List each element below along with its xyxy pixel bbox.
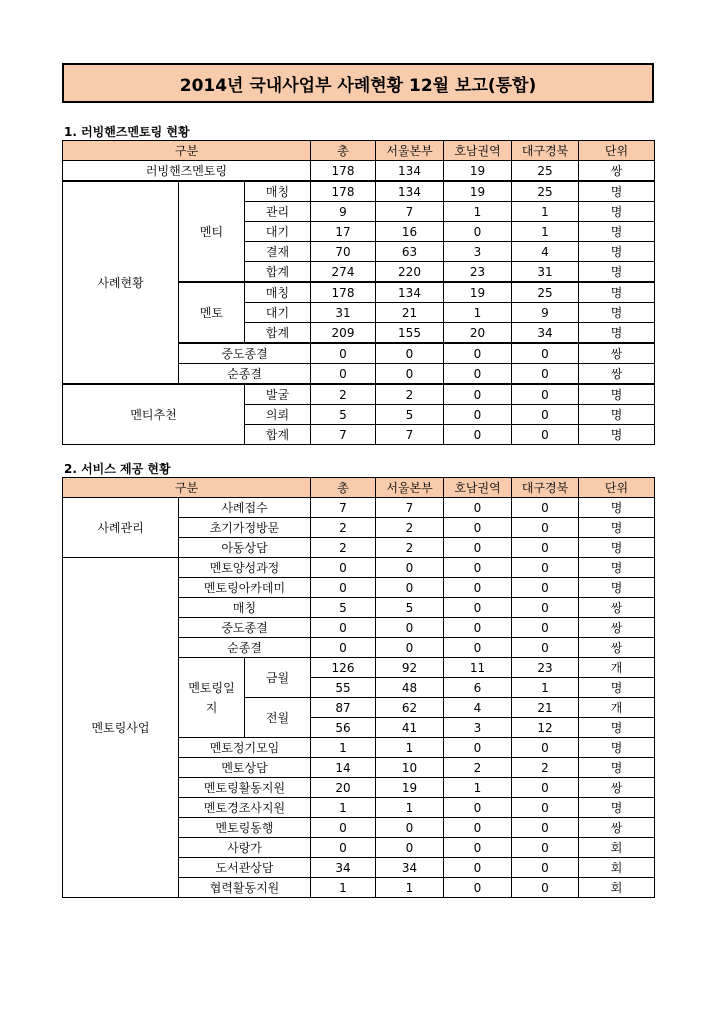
row-label-last-month: 전월 [245,698,311,738]
cell-honam: 0 [444,818,512,838]
cell-unit: 명 [579,758,655,778]
cell-daegu: 1 [512,222,579,242]
cell-total: 17 [311,222,376,242]
cell-unit: 명 [579,498,655,518]
cell-unit: 명 [579,282,655,303]
header-daegu: 대구경북 [512,478,579,498]
cell-total: 1 [311,878,376,898]
cell-daegu: 0 [512,878,579,898]
header-category: 구분 [63,478,311,498]
cell-unit: 명 [579,558,655,578]
cell-seoul: 2 [376,384,444,405]
cell-daegu: 0 [512,578,579,598]
cell-total: 0 [311,578,376,598]
journal-label-line2: 지 [205,700,218,715]
row-label: 아동상담 [179,538,311,558]
cell-honam: 1 [444,303,512,323]
row-label: 관리 [245,202,311,222]
cell-total: 2 [311,518,376,538]
cell-honam: 0 [444,558,512,578]
cell-seoul: 10 [376,758,444,778]
cell-unit: 명 [579,202,655,222]
cell-daegu: 0 [512,638,579,658]
cell-honam: 0 [444,343,512,364]
cell-unit: 쌍 [579,598,655,618]
cell-seoul: 62 [376,698,444,718]
cell-seoul: 1 [376,738,444,758]
cell-honam: 0 [444,738,512,758]
cell-daegu: 9 [512,303,579,323]
cell-daegu: 0 [512,538,579,558]
section1-heading: 1. 러빙핸즈멘토링 현황 [64,125,190,139]
cell-honam: 0 [444,878,512,898]
cell-unit: 명 [579,323,655,344]
cell-honam: 3 [444,718,512,738]
cell-honam: 3 [444,242,512,262]
table-row [63,161,655,182]
cell-total: 126 [311,658,376,678]
cell-honam: 0 [444,618,512,638]
cell-daegu: 0 [512,818,579,838]
header-seoul: 서울본부 [376,478,444,498]
group-label-mentee: 멘티 [179,181,245,282]
row-label: 순종결 [179,364,311,385]
cell-honam: 0 [444,858,512,878]
table-row [63,558,655,578]
header-daegu: 대구경북 [512,141,579,161]
group-label-mentee-recommend: 멘티추천 [63,384,245,445]
cell-honam: 0 [444,518,512,538]
service-status-table [62,477,655,898]
row-label: 멘토상담 [179,758,311,778]
cell-total: 1 [311,738,376,758]
cell-seoul: 0 [376,558,444,578]
cell-total: 274 [311,262,376,283]
cell-total: 56 [311,718,376,738]
cell-daegu: 0 [512,798,579,818]
cell-unit: 회 [579,878,655,898]
cell-daegu: 0 [512,858,579,878]
cell-daegu: 0 [512,343,579,364]
cell-seoul: 7 [376,425,444,445]
cell-daegu: 0 [512,778,579,798]
cell-honam: 0 [444,598,512,618]
cell-daegu: 25 [512,161,579,182]
cell-honam: 11 [444,658,512,678]
cell-seoul: 21 [376,303,444,323]
cell-honam: 0 [444,498,512,518]
cell-total: 0 [311,638,376,658]
cell-daegu: 0 [512,384,579,405]
header-unit: 단위 [579,478,655,498]
cell-seoul: 134 [376,282,444,303]
cell-unit: 명 [579,181,655,202]
row-label: 매칭 [179,598,311,618]
cell-honam: 0 [444,425,512,445]
cell-daegu: 21 [512,698,579,718]
cell-honam: 0 [444,405,512,425]
cell-unit: 쌍 [579,343,655,364]
header-total: 총 [311,141,376,161]
cell-total: 178 [311,181,376,202]
cell-unit: 명 [579,262,655,283]
row-label: 중도종결 [179,618,311,638]
row-label: 매칭 [245,181,311,202]
cell-total: 0 [311,618,376,638]
group-label-case-management: 사례관리 [63,498,179,558]
cell-unit: 명 [579,798,655,818]
cell-total: 0 [311,558,376,578]
cell-daegu: 4 [512,242,579,262]
header-seoul: 서울본부 [376,141,444,161]
row-label: 초기가정방문 [179,518,311,538]
cell-unit: 명 [579,384,655,405]
table-header-row [63,478,655,498]
cell-total: 0 [311,838,376,858]
row-label: 순종결 [179,638,311,658]
cell-seoul: 1 [376,878,444,898]
cell-total: 34 [311,858,376,878]
cell-honam: 0 [444,384,512,405]
cell-seoul: 0 [376,618,444,638]
cell-honam: 0 [444,798,512,818]
cell-seoul: 63 [376,242,444,262]
cell-unit: 쌍 [579,638,655,658]
cell-unit: 명 [579,303,655,323]
cell-total: 7 [311,498,376,518]
cell-unit: 쌍 [579,364,655,385]
row-label: 멘토링아카데미 [179,578,311,598]
cell-daegu: 12 [512,718,579,738]
cell-honam: 0 [444,578,512,598]
cell-honam: 20 [444,323,512,344]
cell-total: 5 [311,598,376,618]
row-label: 협력활동지원 [179,878,311,898]
cell-honam: 6 [444,678,512,698]
row-label: 중도종결 [179,343,311,364]
cell-total: 1 [311,798,376,818]
cell-seoul: 0 [376,638,444,658]
cell-daegu: 25 [512,282,579,303]
cell-total: 70 [311,242,376,262]
cell-honam: 2 [444,758,512,778]
journal-label-line1: 멘토링일 [188,680,235,695]
row-label: 멘토경조사지원 [179,798,311,818]
group-label-case-status: 사례현황 [63,181,179,384]
cell-daegu: 0 [512,405,579,425]
row-label: 사랑가 [179,838,311,858]
cell-honam: 0 [444,638,512,658]
cell-seoul: 134 [376,181,444,202]
mentoring-status-table [62,140,655,445]
cell-unit: 명 [579,718,655,738]
cell-daegu: 0 [512,838,579,858]
header-total: 총 [311,478,376,498]
row-label: 대기 [245,303,311,323]
cell-seoul: 48 [376,678,444,698]
cell-seoul: 16 [376,222,444,242]
cell-unit: 쌍 [579,778,655,798]
group-label-mentor: 멘토 [179,282,245,343]
cell-unit: 회 [579,838,655,858]
cell-unit: 명 [579,678,655,698]
cell-daegu: 0 [512,425,579,445]
header-category: 구분 [63,141,311,161]
cell-daegu: 0 [512,738,579,758]
cell-daegu: 23 [512,658,579,678]
row-label: 합계 [245,262,311,283]
cell-unit: 쌍 [579,818,655,838]
cell-unit: 명 [579,738,655,758]
cell-total: 14 [311,758,376,778]
group-label-mentoring-journal [179,658,245,738]
cell-total: 5 [311,405,376,425]
report-title: 2014년 국내사업부 사례현황 12월 보고(통합) [62,63,654,103]
cell-total: 31 [311,303,376,323]
cell-honam: 0 [444,364,512,385]
cell-daegu: 1 [512,202,579,222]
row-label-this-month: 금월 [245,658,311,698]
cell-seoul: 155 [376,323,444,344]
cell-daegu: 0 [512,498,579,518]
cell-total: 178 [311,161,376,182]
cell-honam: 1 [444,202,512,222]
cell-seoul: 1 [376,798,444,818]
cell-unit: 명 [579,222,655,242]
table-header-row [63,141,655,161]
cell-daegu: 1 [512,678,579,698]
cell-unit: 개 [579,658,655,678]
cell-seoul: 0 [376,818,444,838]
cell-seoul: 5 [376,598,444,618]
cell-honam: 19 [444,282,512,303]
cell-total: 87 [311,698,376,718]
cell-unit: 쌍 [579,161,655,182]
cell-daegu: 2 [512,758,579,778]
cell-unit: 회 [579,858,655,878]
cell-unit: 명 [579,425,655,445]
row-label: 대기 [245,222,311,242]
cell-total: 9 [311,202,376,222]
cell-unit: 명 [579,578,655,598]
cell-total: 209 [311,323,376,344]
cell-unit: 명 [579,242,655,262]
cell-unit: 명 [579,538,655,558]
row-label: 멘토링활동지원 [179,778,311,798]
cell-total: 2 [311,384,376,405]
row-label: 멘토링동행 [179,818,311,838]
table-row [63,181,655,202]
row-label: 발굴 [245,384,311,405]
cell-seoul: 34 [376,858,444,878]
cell-seoul: 220 [376,262,444,283]
cell-unit: 개 [579,698,655,718]
cell-seoul: 0 [376,343,444,364]
cell-daegu: 0 [512,598,579,618]
cell-seoul: 19 [376,778,444,798]
row-label: 멘토양성과정 [179,558,311,578]
row-label: 러빙핸즈멘토링 [63,161,311,182]
cell-seoul: 41 [376,718,444,738]
section2-heading: 2. 서비스 제공 현황 [64,462,171,476]
header-honam: 호남권역 [444,141,512,161]
cell-honam: 19 [444,161,512,182]
cell-unit: 쌍 [579,618,655,638]
cell-total: 55 [311,678,376,698]
cell-honam: 0 [444,222,512,242]
cell-seoul: 0 [376,364,444,385]
table-row [63,498,655,518]
row-label: 사례접수 [179,498,311,518]
row-label: 도서관상담 [179,858,311,878]
cell-honam: 1 [444,778,512,798]
cell-daegu: 0 [512,618,579,638]
cell-daegu: 34 [512,323,579,344]
group-label-mentoring-business: 멘토링사업 [63,558,179,898]
cell-total: 20 [311,778,376,798]
cell-seoul: 7 [376,202,444,222]
cell-seoul: 0 [376,838,444,858]
cell-daegu: 31 [512,262,579,283]
cell-total: 0 [311,818,376,838]
cell-seoul: 92 [376,658,444,678]
header-honam: 호남권역 [444,478,512,498]
row-label: 합계 [245,323,311,344]
cell-honam: 0 [444,538,512,558]
cell-honam: 19 [444,181,512,202]
cell-total: 0 [311,343,376,364]
cell-unit: 명 [579,405,655,425]
row-label: 매칭 [245,282,311,303]
cell-seoul: 134 [376,161,444,182]
cell-seoul: 2 [376,538,444,558]
cell-total: 0 [311,364,376,385]
row-label: 합계 [245,425,311,445]
row-label: 결재 [245,242,311,262]
row-label: 멘토정기모임 [179,738,311,758]
cell-total: 2 [311,538,376,558]
cell-honam: 23 [444,262,512,283]
cell-seoul: 2 [376,518,444,538]
row-label: 의뢰 [245,405,311,425]
header-unit: 단위 [579,141,655,161]
cell-honam: 0 [444,838,512,858]
cell-honam: 4 [444,698,512,718]
cell-seoul: 7 [376,498,444,518]
cell-daegu: 25 [512,181,579,202]
table-row [63,384,655,405]
cell-seoul: 0 [376,578,444,598]
cell-unit: 명 [579,518,655,538]
cell-daegu: 0 [512,364,579,385]
cell-total: 178 [311,282,376,303]
cell-daegu: 0 [512,558,579,578]
cell-seoul: 5 [376,405,444,425]
cell-daegu: 0 [512,518,579,538]
cell-total: 7 [311,425,376,445]
